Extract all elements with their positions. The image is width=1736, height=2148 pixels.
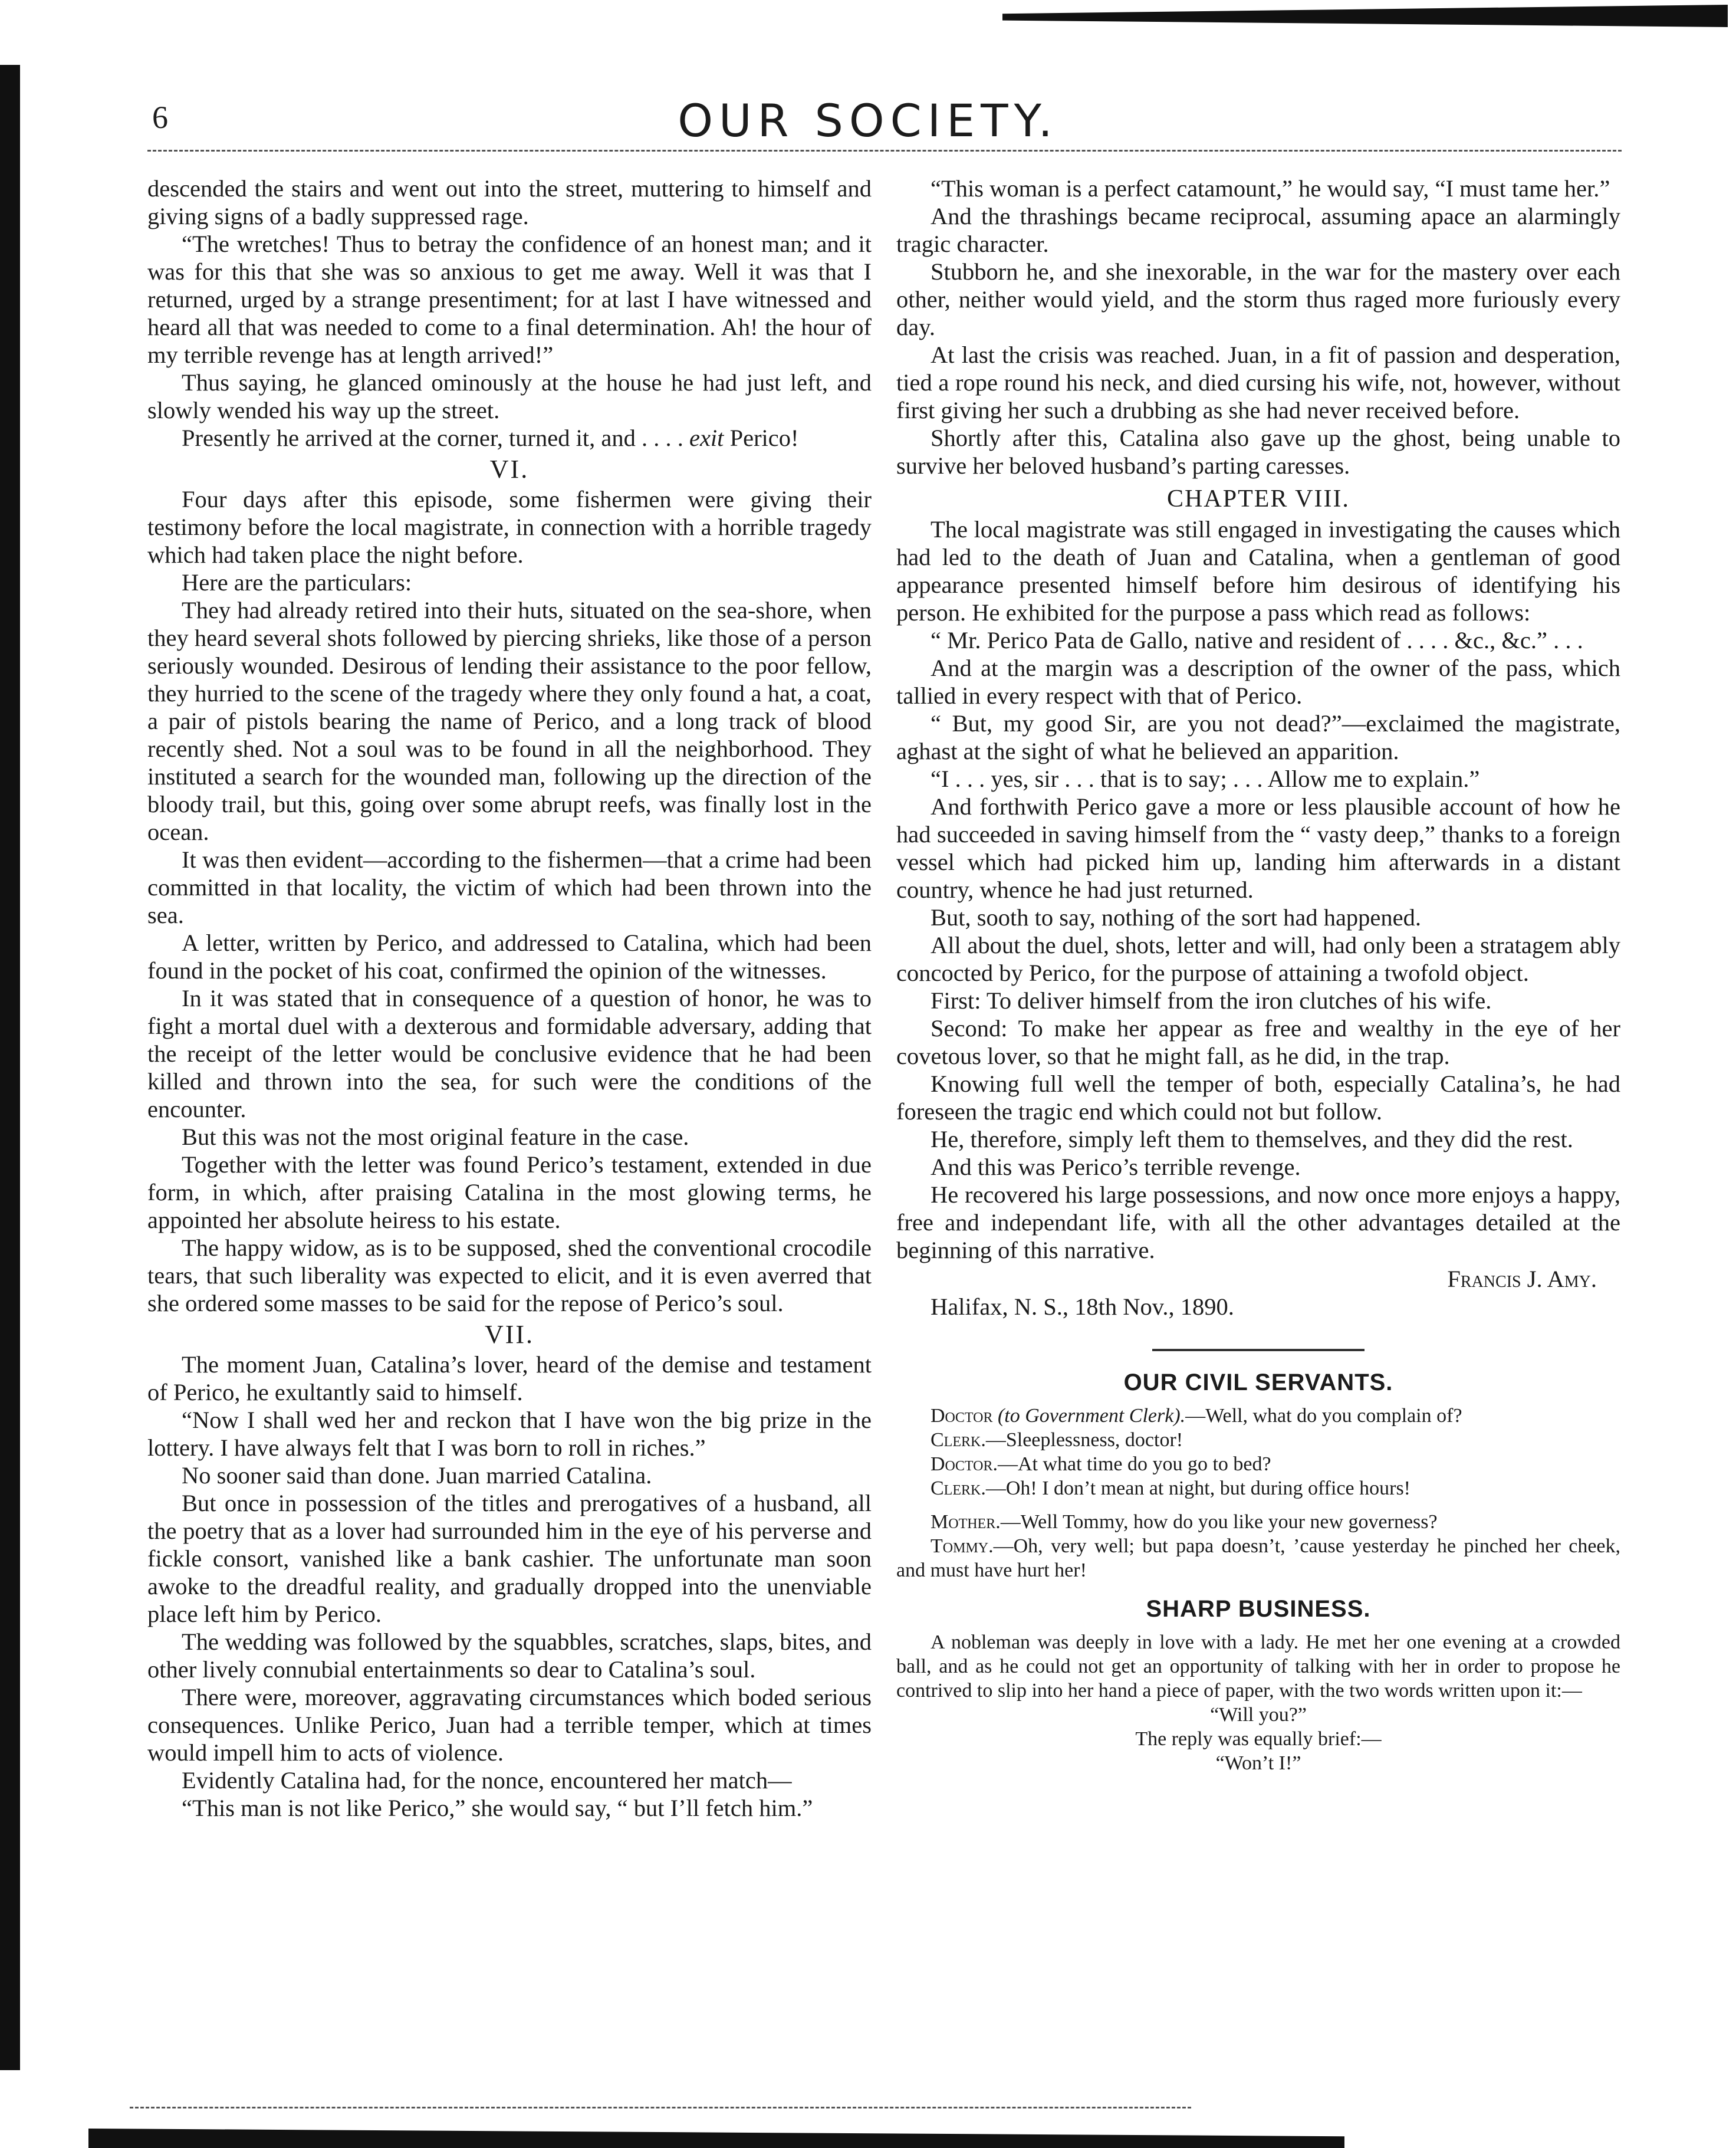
paragraph: In it was stated that in consequence of a question of honor, he was to fight a mortal duel with a dexterous and formidable adversary, adding that the receipt of the letter would be conclusive evidence that he had been killed and thrown into the sea, for such were the conditions of the encounter.	[147, 985, 872, 1122]
speaker: Doctor	[931, 1405, 993, 1427]
paragraph: And this was Perico’s terrible revenge.	[931, 1154, 1301, 1180]
speaker: Clerk.	[931, 1429, 986, 1451]
paragraph: Evidently Catalina had, for the nonce, encountered her match—	[182, 1767, 792, 1794]
dialogue-text: —Sleeplessness, doctor!	[985, 1429, 1183, 1451]
paragraph: He, therefore, simply left them to themselves, and they did the rest.	[931, 1126, 1573, 1152]
paragraph: And at the margin was a description of the owner of the pass, which tallied in every respect with that of Perico.	[896, 655, 1620, 709]
speaker: Clerk.	[931, 1477, 986, 1499]
civil-servants-heading: OUR CIVIL SERVANTS.	[1123, 1369, 1393, 1395]
paragraph: A letter, written by Perico, and addressed to Catalina, which had been found in the pocket of his coat, confirmed the opinion of the witnesses.	[147, 930, 872, 984]
dialogue-line	[896, 1534, 1620, 1582]
footer-rule	[130, 2107, 1191, 2108]
dialogue-line	[896, 1510, 1620, 1534]
dialogue-text: —Oh, very well; but papa doesn’t, ’cause yesterday he pinched her cheek, and must have hurt her!	[896, 1535, 1620, 1581]
paragraph: “The wretches! Thus to betray the confidence of an honest man; and it was for this that she was so anxious to get me away. Well it was that I returned, urged by a strange presentiment; for at last I have witnessed and heard all that was needed to come to a final determination. Ah! the hour of my terrible revenge has at length arrived!”	[147, 231, 872, 368]
speaker: Tommy.	[931, 1535, 994, 1557]
quote-line: “Won’t I!”	[1215, 1752, 1301, 1774]
section-heading-vii: VII.	[484, 1320, 535, 1349]
paragraph: “This man is not like Perico,” she would say, “ but I’ll fetch him.”	[182, 1795, 813, 1821]
header-rule	[147, 150, 1622, 152]
paragraph: They had already retired into their huts, situated on the sea-shore, when they heard several shots followed by piercing shrieks, like those of a person seriously wounded. Desirous of lending their assistance to the poor fellow, they hurried to the scene of the tragedy where they only found a hat, a coat, a pair of pistols bearing the name of Perico, and a long track of blood recently shed. Not a soul was to be found in all the neighborhood. They instituted a search for the wounded man, following up the direction of the bloody trail, but this, going over some abrupt reefs, was finally lost in the ocean.	[147, 597, 872, 845]
paragraph: A nobleman was deeply in love with a lady. He met her one evening at a crowded ball, and as he could not get an opportunity of talking with her in order to propose he contrived to slip into her hand a piece of paper, with the two words written upon it:—	[896, 1631, 1620, 1702]
dialogue-line	[896, 1476, 1620, 1500]
section-divider	[1152, 1349, 1365, 1351]
paragraph: But this was not the most original feature in the case.	[182, 1124, 689, 1150]
dialogue-text: —Well Tommy, how do you like your new governess?	[1000, 1511, 1438, 1533]
paragraph: All about the duel, shots, letter and will, had only been a stratagem ably concocted by Perico, for the purpose of attaining a twofold object.	[896, 932, 1620, 986]
page-number: 6	[152, 100, 168, 135]
paragraph: “This woman is a perfect catamount,” he would say, “I must tame her.”	[931, 175, 1610, 202]
reply-line: The reply was equally brief:—	[1135, 1728, 1382, 1750]
paragraph	[147, 424, 872, 452]
dialogue-line	[896, 1428, 1620, 1452]
section-heading-vi: VI.	[489, 455, 530, 484]
paragraph: Shortly after this, Catalina also gave up the ghost, being unable to survive her beloved husband’s parting caresses.	[896, 425, 1620, 479]
paragraph: descended the stairs and went out into the street, muttering to himself and giving signs of a badly suppressed rage.	[147, 175, 872, 229]
paragraph: Four days after this episode, some fishermen were giving their testimony before the local magistrate, in connection with a horrible tragedy which had taken place the night before.	[147, 486, 872, 568]
paragraph: Second: To make her appear as free and wealthy in the eye of her covetous lover, so that he might fall, as he did, in the trap.	[896, 1015, 1620, 1069]
scan-edge-bottom	[88, 2122, 1344, 2148]
paragraph-text: Presently he arrived at the corner, turned it, and . . . .	[182, 425, 683, 451]
paragraph: First: To deliver himself from the iron clutches of his wife.	[931, 987, 1492, 1014]
dialogue-text: —At what time do you go to bed?	[997, 1453, 1271, 1475]
author-signature: Francis J. Amy.	[1447, 1266, 1597, 1292]
civil-servants-dialogue	[896, 1404, 1620, 1582]
paragraph: “ But, my good Sir, are you not dead?”—exclaimed the magistrate, aghast at the sight of what he believed an apparition.	[896, 710, 1620, 764]
paragraph: There were, moreover, aggravating circumstances which boded serious consequences. Unlike Perico, Juan had a terrible temper, which at times would impell him to acts of violence.	[147, 1684, 872, 1766]
stage-direction: (to Government Clerk).	[997, 1405, 1186, 1427]
paragraph: Here are the particulars:	[182, 569, 412, 596]
paragraph: It was then evident—according to the fishermen—that a crime had been committed in that locality, the victim of which had been thrown into the sea.	[147, 846, 872, 928]
paragraph: But, sooth to say, nothing of the sort had happened.	[931, 904, 1422, 931]
speaker: Doctor.	[931, 1453, 998, 1475]
paragraph: The happy widow, as is to be supposed, shed the conventional crocodile tears, that such liberality was expected to elicit, and it is even averred that she ordered some masses to be said for the repose of Perico’s soul.	[147, 1234, 872, 1316]
paragraph: And the thrashings became reciprocal, assuming apace an alarmingly tragic character.	[896, 203, 1620, 257]
masthead-title: OUR SOCIETY.	[678, 94, 1058, 147]
dialogue-line	[896, 1452, 1620, 1476]
quote-line: “Will you?”	[1210, 1704, 1307, 1726]
chapter-heading: CHAPTER VIII.	[1167, 485, 1350, 513]
scan-edge-top	[1002, 5, 1728, 27]
paragraph: He recovered his large possessions, and now once more enjoys a happy, free and independant life, with all the other advantages detailed at the beginning of this narrative.	[896, 1181, 1620, 1263]
dialogue-text: —Well, what do you complain of?	[1185, 1405, 1462, 1427]
sharp-business-heading: SHARP BUSINESS.	[1146, 1596, 1371, 1622]
paragraph: Thus saying, he glanced ominously at the house he had just left, and slowly wended his way up the street.	[147, 369, 872, 423]
dialogue-line	[896, 1404, 1620, 1428]
paragraph: But once in possession of the titles and prerogatives of a husband, all the poetry that as a lover had surrounded him in the eye of his perverse and fickle consort, vanished like a bank cashier. The unfortunate man soon awoke to the dreadful reality, and gradually dropped into the unenviable place left him by Perico.	[147, 1490, 872, 1627]
paragraph: The local magistrate was still engaged in investigating the causes which had led to the death of Juan and Catalina, when a gentleman of good appearance presented himself before him desirous of identifying his person. He exhibited for the purpose a pass which read as follows:	[896, 516, 1620, 626]
paragraph: “I . . . yes, sir . . . that is to say; . . . Allow me to explain.”	[931, 766, 1480, 792]
dateline: Halifax, N. S., 18th Nov., 1890.	[931, 1293, 1234, 1320]
paragraph: At last the crisis was reached. Juan, in a fit of passion and desperation, tied a rope round his neck, and died cursing his wife, not, however, without first giving her such a drubbing as she had never received before.	[896, 341, 1620, 423]
sharp-business-story	[896, 1630, 1620, 1775]
left-column	[147, 175, 872, 1822]
paragraph: Together with the letter was found Perico’s testament, extended in due form, in which, after praising Catalina in the most glowing terms, he appointed her absolute heiress to his estate.	[147, 1151, 872, 1233]
paragraph: No sooner said than done. Juan married Catalina.	[182, 1462, 652, 1489]
paragraph: “ Mr. Perico Pata de Gallo, native and resident of . . . . &c., &c.” . . .	[931, 627, 1583, 653]
right-column	[896, 175, 1620, 1775]
paragraph: “Now I shall wed her and reckon that I have won the big prize in the lottery. I have always felt that I was born to roll in riches.”	[147, 1407, 872, 1461]
speaker: Mother.	[931, 1511, 1001, 1533]
paragraph-end: Perico!	[729, 425, 799, 451]
paragraph: Stubborn he, and she inexorable, in the war for the mastery over each other, neither would yield, and the storm thus raged more furiously every day.	[896, 258, 1620, 340]
paragraph: The moment Juan, Catalina’s lover, heard of the demise and testament of Perico, he exultantly said to himself.	[147, 1351, 872, 1405]
dialogue-text: —Oh! I don’t mean at night, but during office hours!	[985, 1477, 1411, 1499]
scan-edge-left	[0, 65, 20, 2070]
italic-word: exit	[689, 425, 724, 451]
paragraph: Knowing full well the temper of both, especially Catalina’s, he had foreseen the tragic end which could not but follow.	[896, 1070, 1620, 1125]
paragraph: The wedding was followed by the squabbles, scratches, slaps, bites, and other lively connubial entertainments so dear to Catalina’s soul.	[147, 1628, 872, 1683]
paragraph: And forthwith Perico gave a more or less plausible account of how he had succeeded in saving himself from the “ vasty deep,” thanks to a foreign vessel which had picked him up, landing him afterwards in a distant country, whence he had just returned.	[896, 793, 1620, 903]
